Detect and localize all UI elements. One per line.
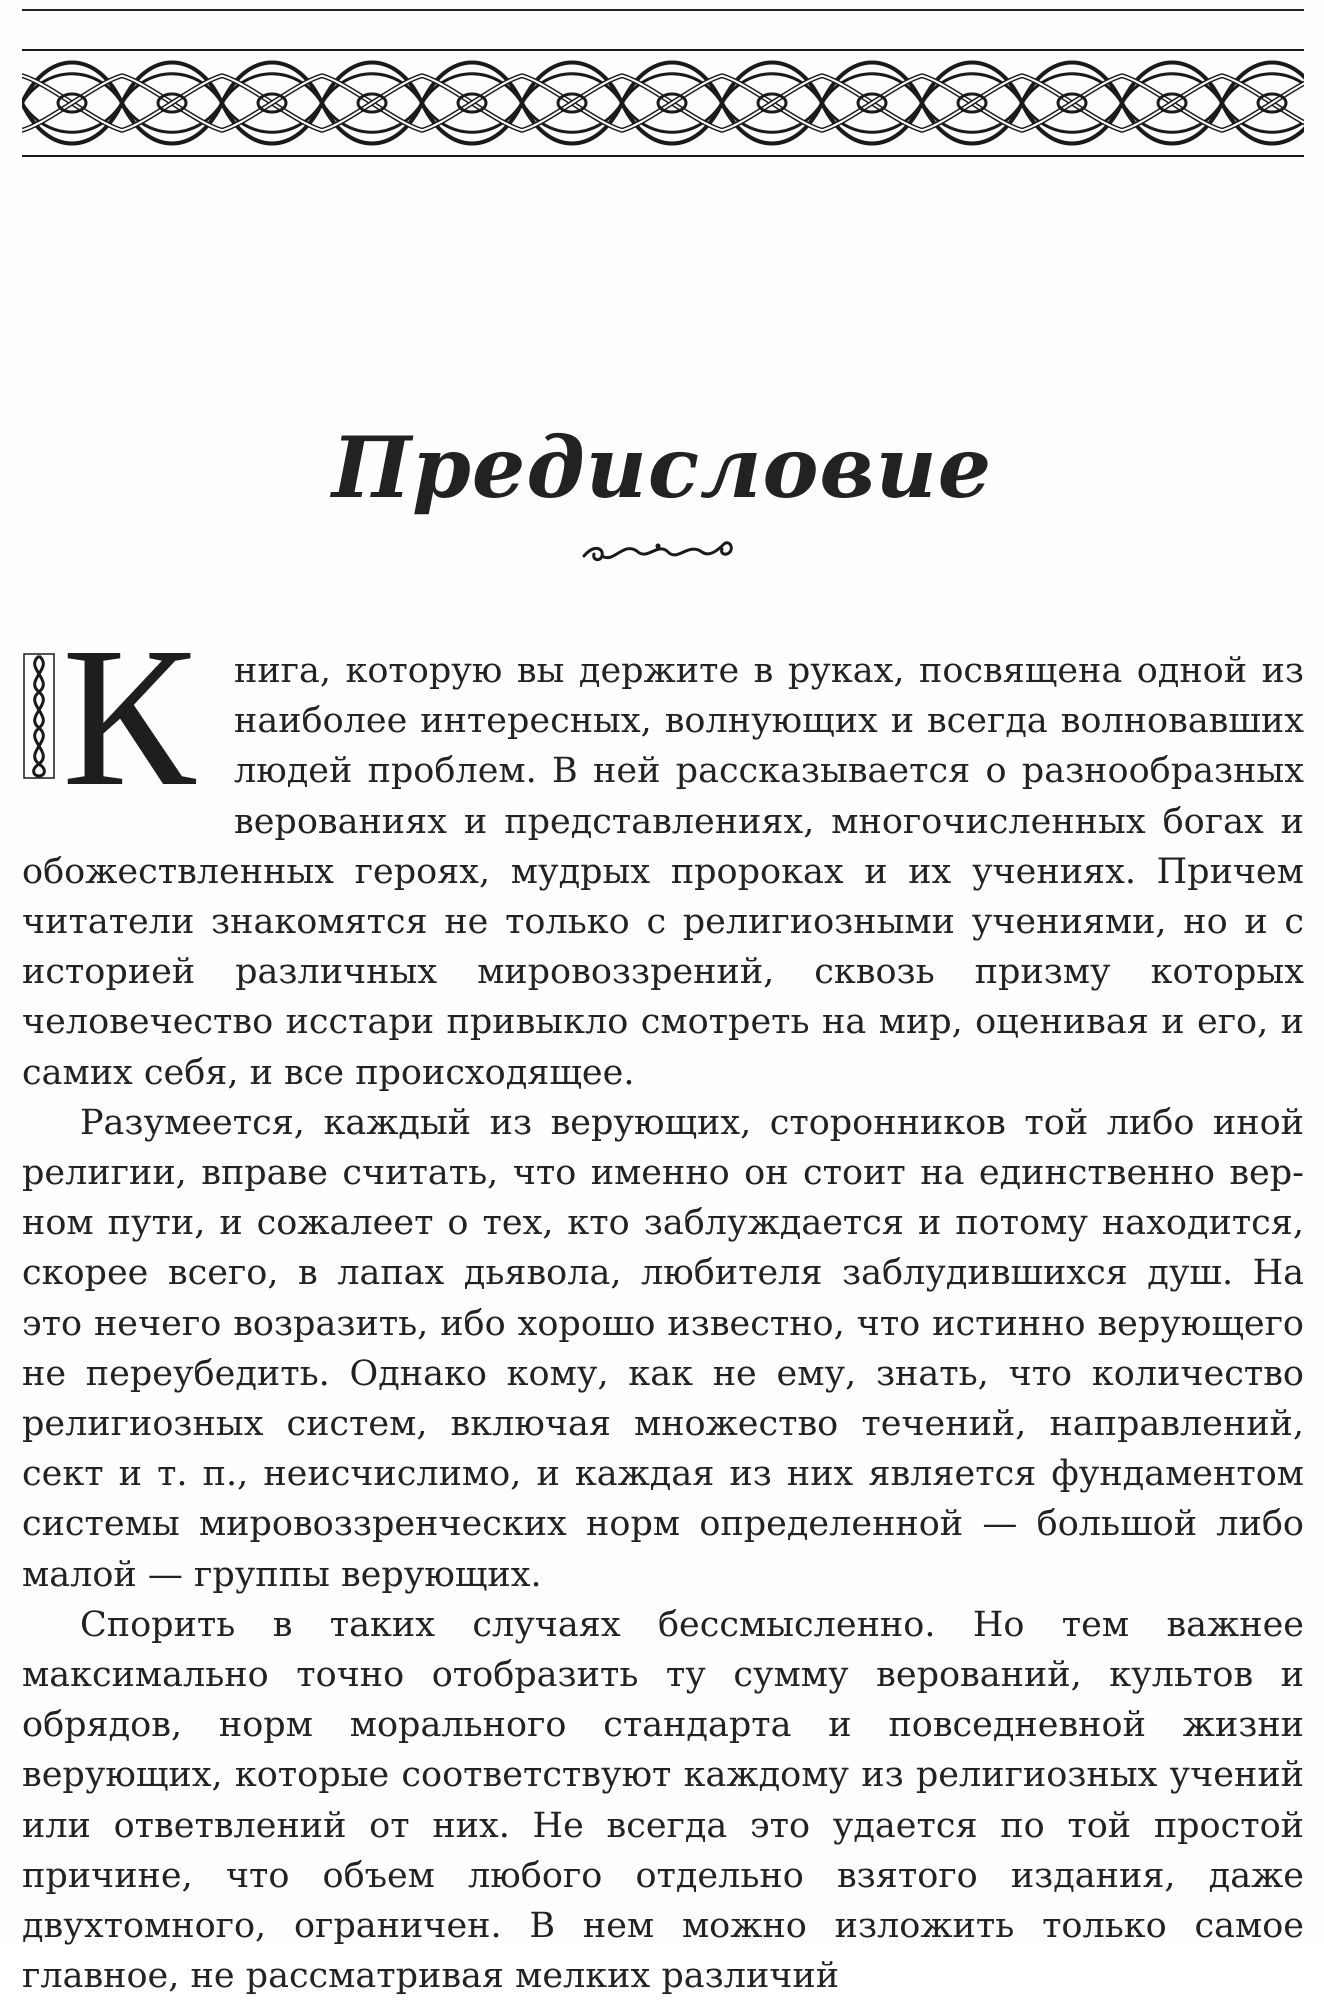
paragraph-3: Спорить в таких случаях бессмысленно. Но тем важнее максимально точно отобразить ту сумму верований, культов и обрядов, норм морального стандарта и повседневной жизни верующих, которые соответствуют каждому из религиозных учений или ответвлений от них. Не всегда это удается по той простой причине, что объем любого отдельно взятого издания, даже двухтомного, ограничен. В нем можно изложить только самое главное, не рассматривая мелких различий [22,1604,1304,1997]
knot-ornament-icon [22,652,56,780]
paragraph-1 [22,607,1304,1098]
body-text [22,607,1304,2001]
swirl-ornament-icon [580,534,736,568]
dropcap [22,607,226,828]
paragraph-2: Разумеется, каждый из верующих, сторонников той либо иной религии, вправе считать, что именно он стоит на единственно верном пути, и сожалеет о тех, кто заблуждается и потому находится, скорее всего, в лапах дьявола, любителя заблудившихся душ. На это нечего возразить, ибо хорошо известно, что истинно верующего не переубедить. Однако кому, как не ему, знать, что количество религиозных систем, включая множество течений, направлений, сект и т. п., неисчислимо, и каждая из них является фундаментом системы мировоззренческих норм определенной — большой либо малой — группы верующих. [22,1102,1304,1595]
dropcap-letter: К [62,607,196,828]
paragraph-1-text: нига, которую вы держите в руках, посвящена одной из наиболее интересных, волнующих и всегда волновавших людей проблем. В ней рассказывается о разнообразных верованиях и представлениях, многочисленных богах и обожествленных героях, мудрых пророках и их учениях. Причем читатели знакомятся не только с религиозными учениями, но и с историей различных мировоззрений, сквозь призму которых человечество исстари привыкло смотреть на мир, оценивая и его, и самих себя, и все происходящее. [22,651,1304,1093]
chapter-title: Предисловие [331,418,993,517]
top-rule [22,9,1304,11]
celtic-knot-border [22,44,1304,162]
